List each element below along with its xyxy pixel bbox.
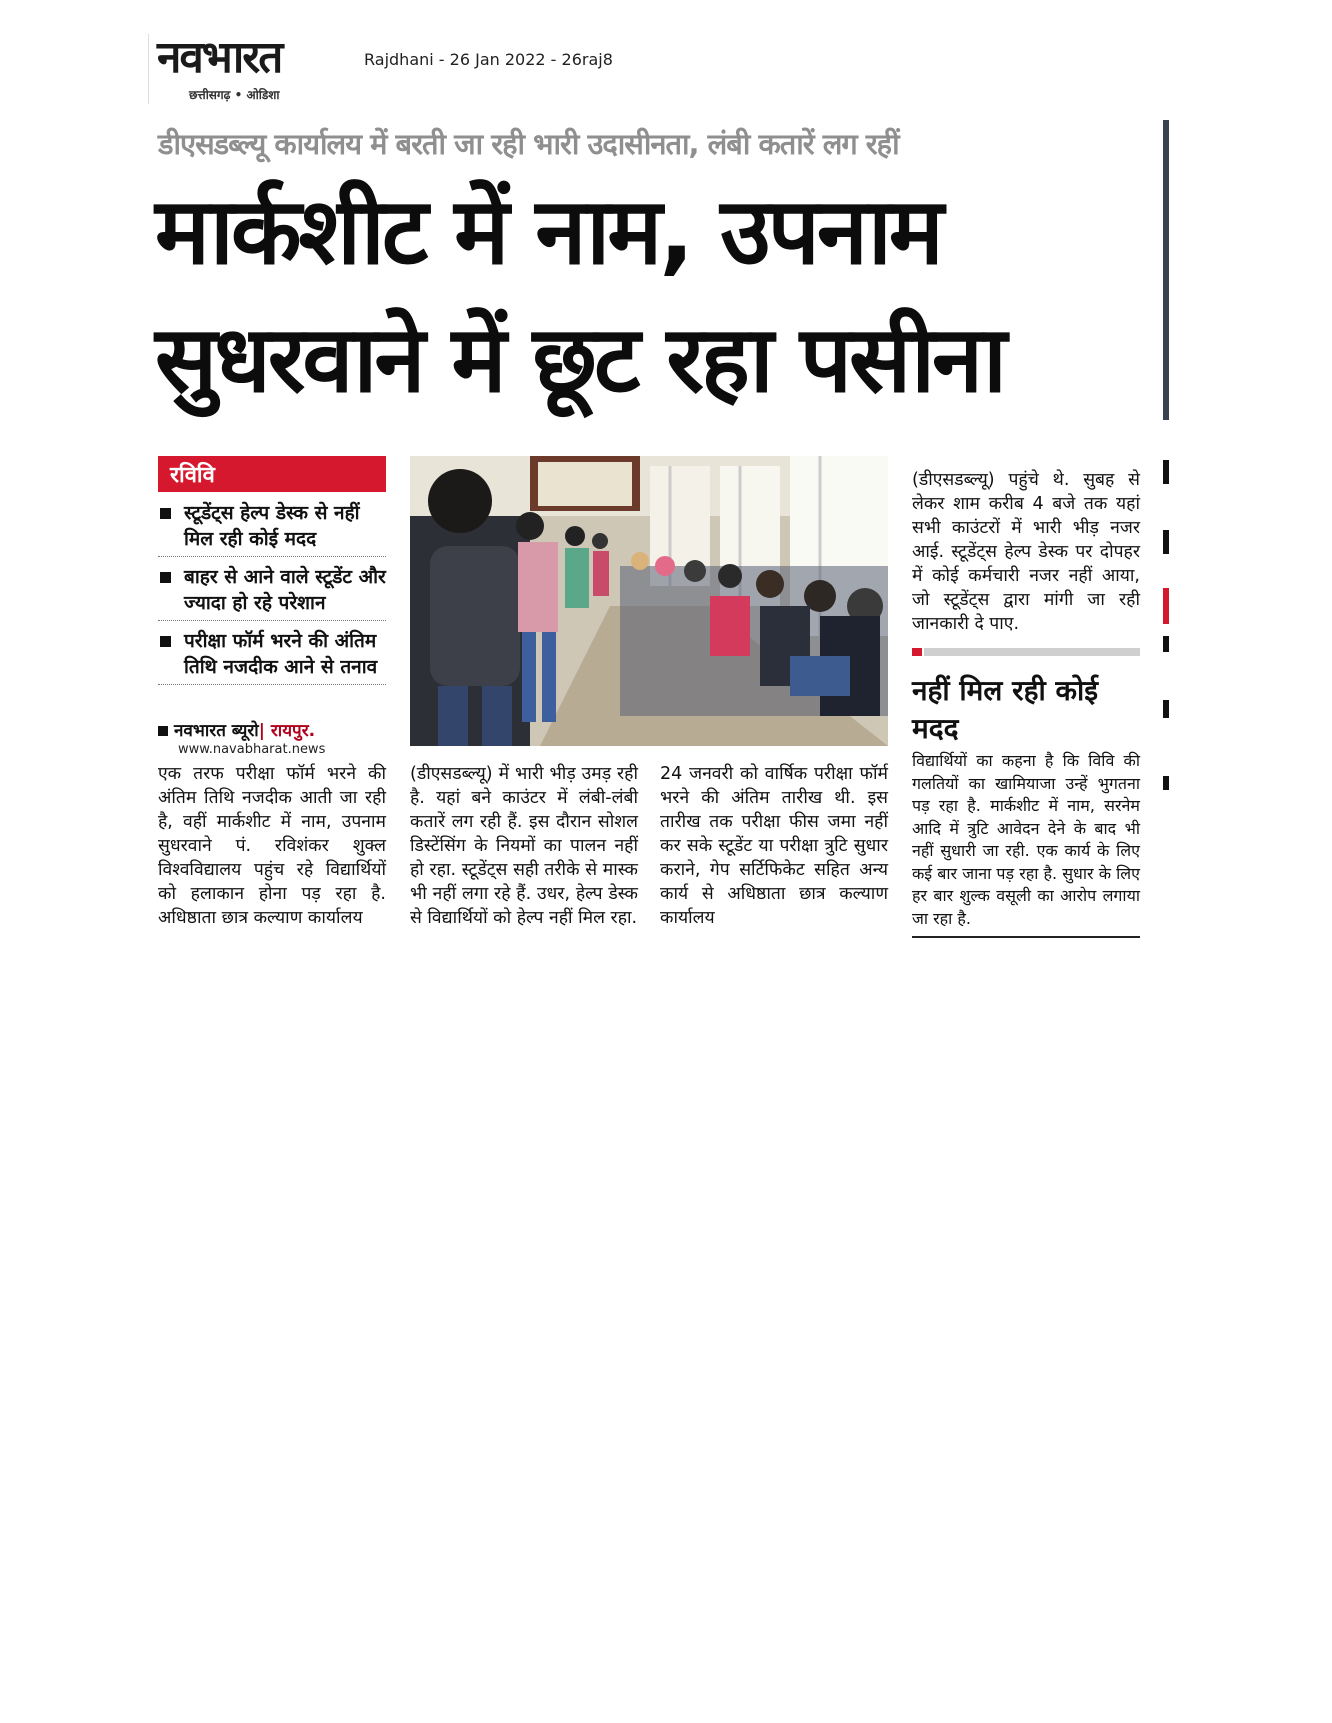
highlight-bullet [158, 500, 386, 557]
section-divider [924, 648, 1140, 656]
dateline: Rajdhani - 26 Jan 2022 - 26raj8 [364, 50, 613, 69]
square-bullet-icon [160, 572, 171, 583]
highlight-bullet [158, 628, 386, 685]
byline [158, 718, 315, 741]
adjacent-article-edge-mark [1163, 700, 1169, 718]
subheadline: नहीं मिल रही कोई मदद [912, 674, 1098, 745]
adjacent-article-edge-mark [1163, 636, 1169, 652]
byline-bureau: नवभारत ब्यूरो [174, 721, 259, 741]
square-bullet-icon [160, 636, 171, 647]
adjacent-article-edge-mark [1163, 530, 1169, 554]
highlight-bullet [158, 564, 386, 621]
adjacent-article-edge-mark [1163, 776, 1169, 790]
kicker-headline: डीएसडब्ल्यू कार्यालय में बरती जा रही भारी उदासीनता, लंबी कतारें लग रहीं [158, 127, 899, 161]
square-bullet-icon [158, 726, 168, 736]
square-bullet-icon [160, 508, 171, 519]
news-photo [410, 456, 888, 746]
adjacent-article-edge-mark [1163, 588, 1169, 624]
section-divider-accent [912, 648, 922, 656]
section-label: रविवि [170, 463, 215, 488]
column-end-rule [912, 936, 1140, 938]
adjacent-article-edge-mark [1163, 460, 1169, 484]
logo-subtitle: छत्तीसगढ़ • ओडिशा [189, 88, 280, 102]
body-column-5: विद्यार्थियों का कहना है कि विवि की गलतियों का खामियाजा उन्हें भुगतना पड़ रहा है. मार्कशीट में नाम, सरनेम आदि में त्रुटि आवेदन देने के बाद भी नहीं सुधारी जा रही. एक कार्य के लिए कई बार जाना पड़ रहा है. सुधार के लिए हर बार शुल्क वसूली का आरोप लगाया जा रहा है. [912, 751, 1140, 928]
body-column-3: 24 जनवरी को वार्षिक परीक्षा फॉर्म भरने की अंतिम तारीख थी. इस तारीख तक परीक्षा फीस जमा नहीं कर सके स्टूडेंट या परीक्षा त्रुटि सुधार कराने, गेप सर्टिफिकेट सहित अन्य कार्य से अधिष्ठाता छात्र कल्याण कार्यालय [660, 764, 888, 928]
highlight-text: परीक्षा फॉर्म भरने की अंतिम तिथि नजदीक आने से तनाव [184, 630, 378, 678]
highlight-text: बाहर से आने वाले स्टूडेंट और ज्यादा हो रहे परेशान [184, 566, 386, 614]
headline-line-1: मार्कशीट में नाम, उपनाम [155, 178, 941, 285]
section-label-bar [158, 456, 386, 492]
main-headline [155, 168, 1145, 424]
website-url: www.navabharat.news [178, 742, 326, 757]
highlight-text: स्टूडेंट्स हेल्प डेस्क से नहीं मिल रही कोई मदद [184, 502, 360, 550]
newspaper-logo: नवभारत [157, 32, 282, 83]
byline-city: | रायपुर. [258, 721, 316, 741]
body-column-4: (डीएसडब्ल्यू) पहुंचे थे. सुबह से लेकर शाम करीब 4 बजे तक यहां सभी काउंटरों में भारी भीड़ नजर आई. स्टूडेंट्स हेल्प डेस्क पर दोपहर में कोई कर्मचारी नजर नहीं आया, जो स्टूडेंट्स द्वारा मांगी जा रही जानकारी दे पाए. [912, 470, 1140, 634]
body-column-2: (डीएसडब्ल्यू) में भारी भीड़ उमड़ रही है. यहां बने काउंटर में लंबी-लंबी कतारें लग रही हैं. इस दौरान सोशल डिस्टेंसिंग के नियमों का पालन नहीं हो रहा. स्टूडेंट्स सही तरीके से मास्क भी नहीं लगा रहे हैं. उधर, हेल्प डेस्क से विद्यार्थियों को हेल्प नहीं मिल रहा. [410, 764, 638, 928]
masthead-logo [148, 34, 349, 104]
body-column-1: एक तरफ परीक्षा फॉर्म भरने की अंतिम तिथि नजदीक आती जा रही है, वहीं मार्कशीट में नाम, उपनाम सुधरवाने पं. रविशंकर शुक्ल विश्वविद्यालय पहुंच रहे विद्यार्थियों को हलाकान होना पड़ रहा है. अधिष्ठाता छात्र कल्याण कार्यालय [158, 764, 386, 928]
headline-line-2: सुधरवाने में छूट रहा पसीना [155, 306, 1004, 413]
adjacent-article-photo-edge [1163, 120, 1169, 420]
crowd-queue-photo [410, 456, 888, 746]
